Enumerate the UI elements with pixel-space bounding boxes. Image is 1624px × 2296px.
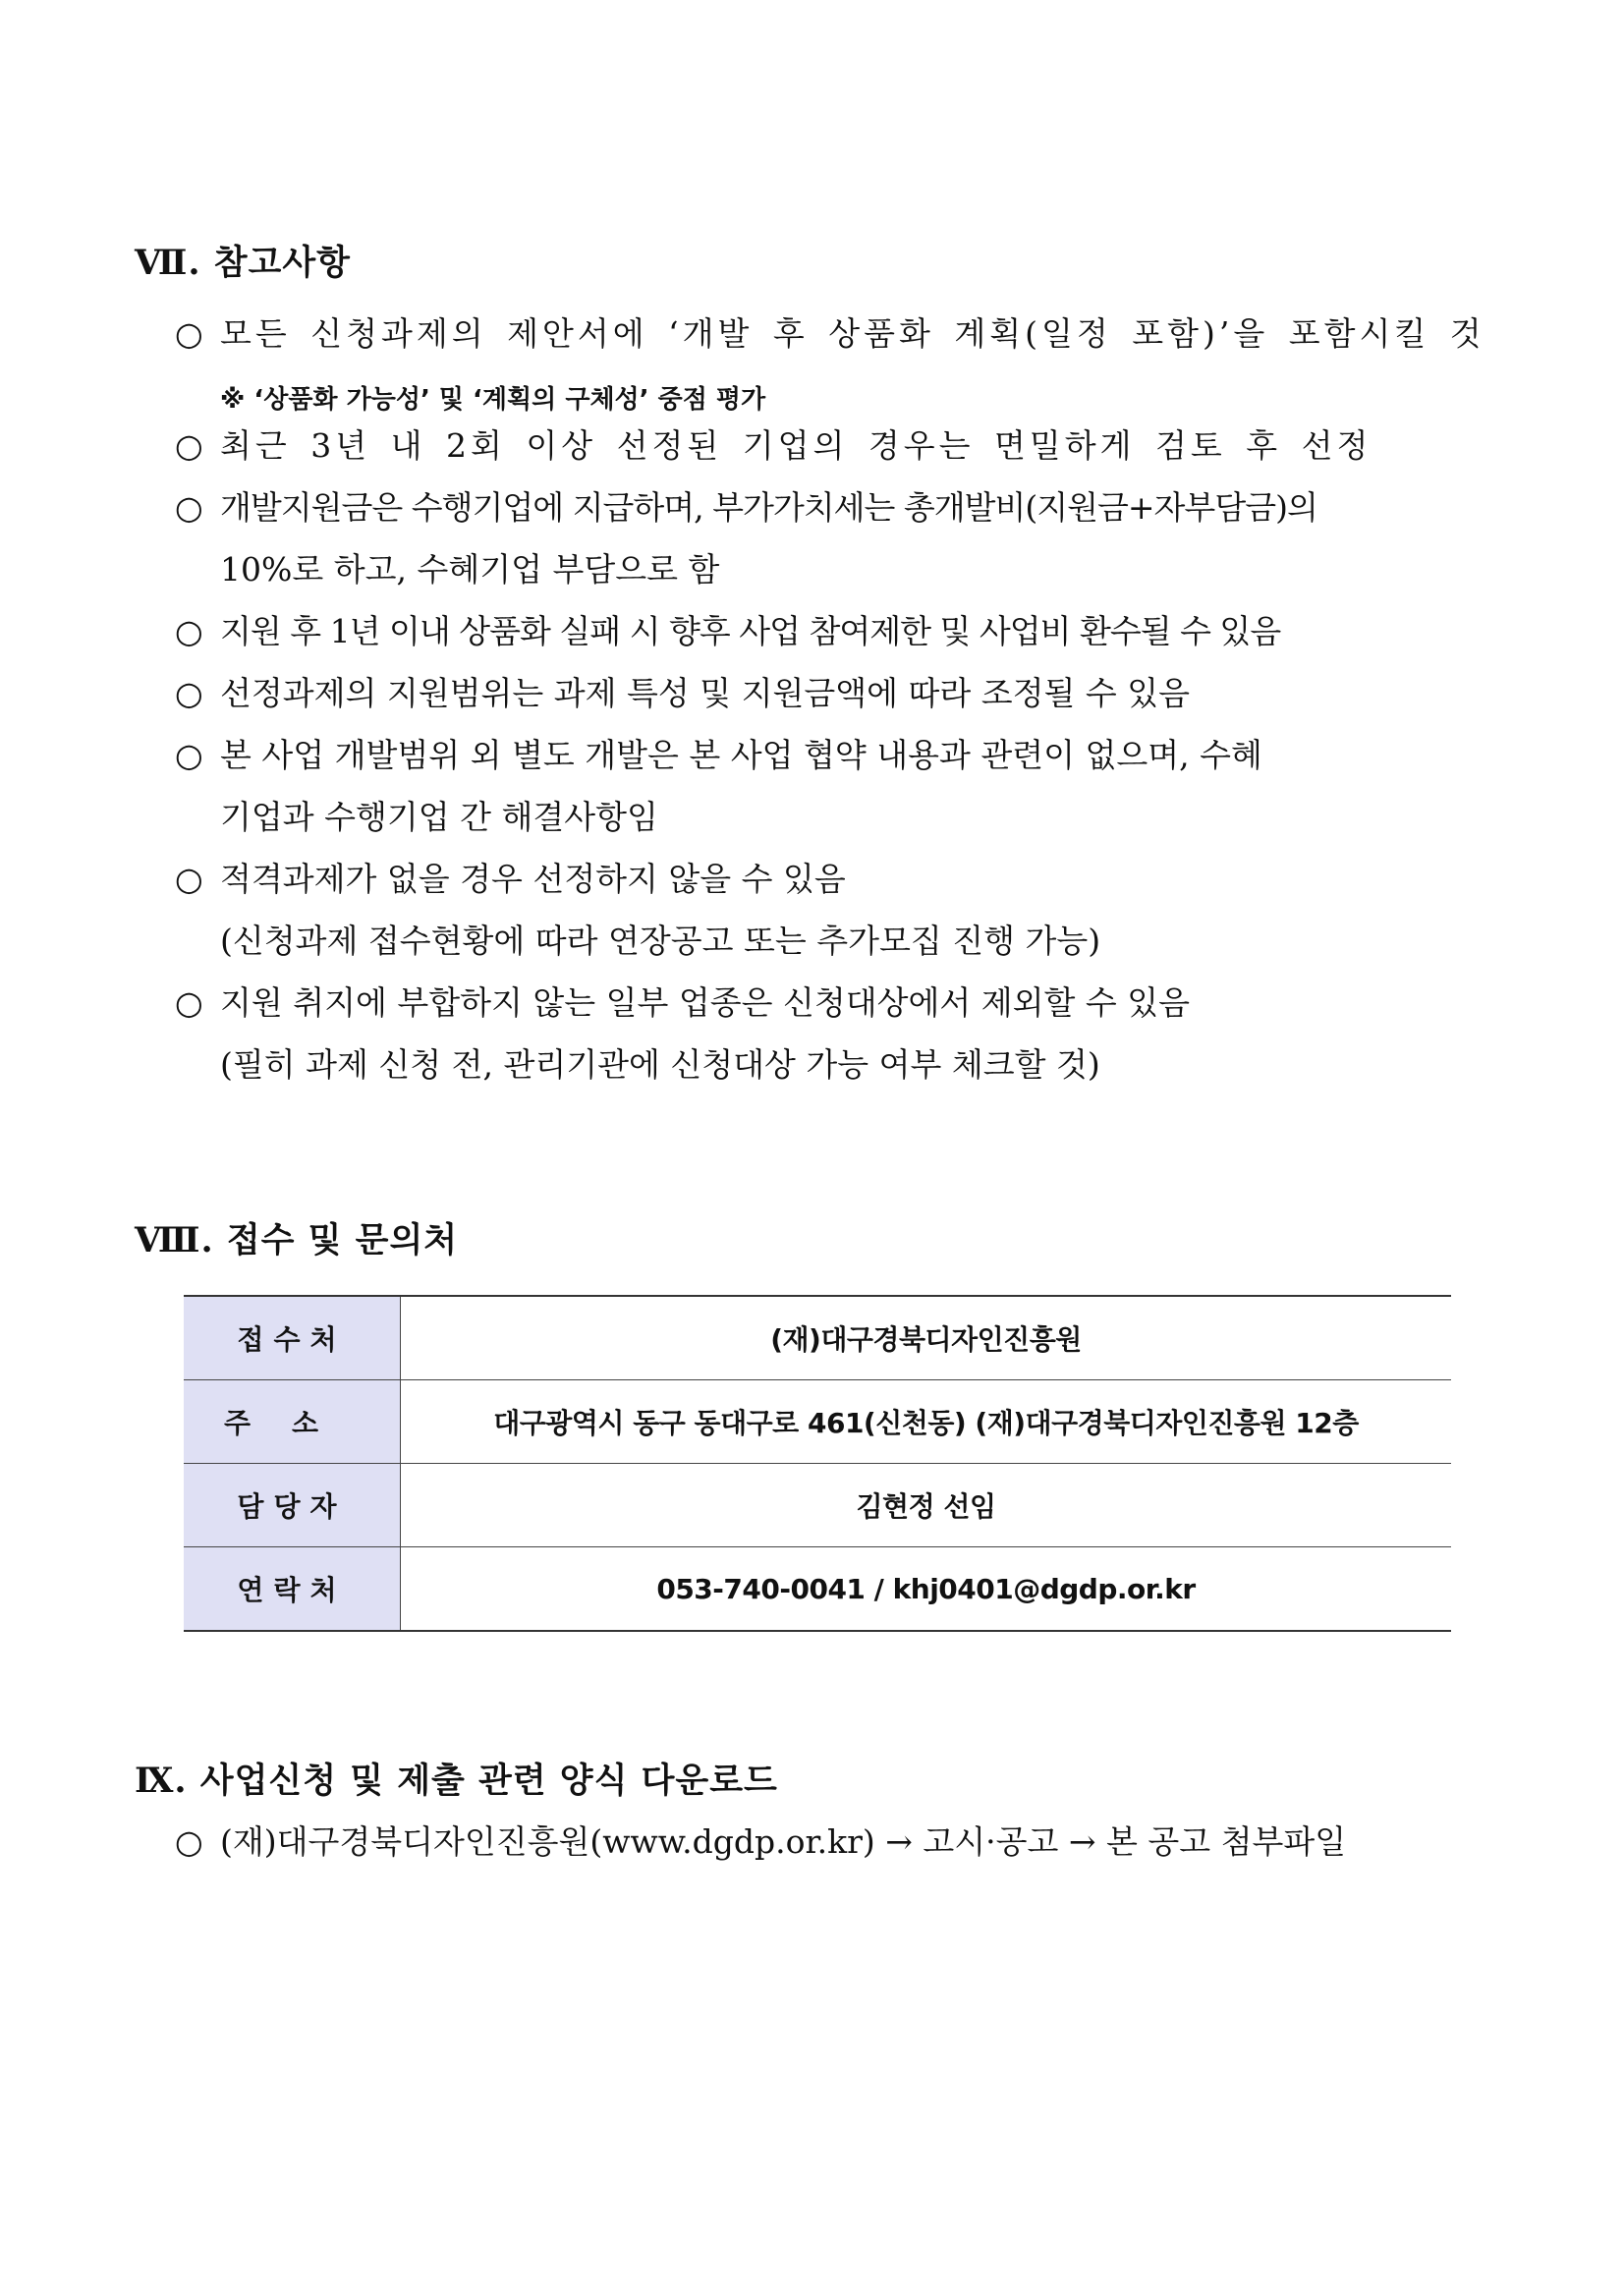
section-8-title: Ⅷ. 접수 및 문의처 (135, 1220, 459, 1260)
contact-value: 대구광역시 동구 동대구로 461(신천동) (재)대구경북디자인진흥원 12층 (401, 1380, 1452, 1464)
reference-item-3-continued: 10%로 하고, 수혜기업 부담으로 함 (220, 550, 720, 588)
bullet-circle: ○ (175, 1822, 203, 1861)
reference-item-text: 선정과제의 지원범위는 과제 특성 및 지원금액에 따라 조정될 수 있음 (220, 674, 1190, 712)
reference-item-text: 지원 취지에 부합하지 않는 일부 업종은 신청대상에서 제외할 수 있음 (220, 983, 1190, 1022)
reference-item-text: 적격과제가 없을 경우 선정하지 않을 수 있음 (220, 860, 846, 898)
contact-value: 053-740-0041 / khj0401@dgdp.or.kr (401, 1547, 1452, 1632)
reference-item-text: 지원 후 1년 이내 상품화 실패 시 향후 사업 참여제한 및 사업비 환수될 수 있음 (220, 612, 1281, 650)
table-row (184, 1296, 1451, 1380)
bullet-circle: ○ (175, 314, 207, 353)
contact-value: 김현정 선임 (401, 1464, 1452, 1547)
bullet-circle: ○ (175, 983, 203, 1022)
section-9-title: Ⅸ. 사업신청 및 제출 관련 양식 다운로드 (135, 1761, 778, 1801)
contact-label: 주소 (184, 1380, 401, 1464)
download-item-text: (재)대구경북디자인진흥원(www.dgdp.or.kr) → 고시·공고 → 본 공고 첨부파일 (220, 1822, 1347, 1861)
bullet-circle: ○ (175, 612, 202, 650)
bullet-circle: ○ (175, 736, 203, 774)
table-row (184, 1547, 1451, 1632)
reference-item-text: 최근 3년 내 2회 이상 선정된 기업의 경우는 면밀하게 검토 후 선정 (220, 426, 1372, 465)
reference-item-text: 모든 신청과제의 제안서에 ‘개발 후 상품화 계획(일정 포함)’을 포함시킬 것 (220, 314, 1485, 353)
contact-label: 담당자 (184, 1464, 401, 1547)
section-7-title: Ⅶ. 참고사항 (135, 243, 351, 283)
reference-item-6-continued: 기업과 수행기업 간 해결사항임 (220, 798, 658, 836)
contact-label: 연락처 (184, 1547, 401, 1632)
table-row (184, 1380, 1451, 1464)
bullet-circle: ○ (175, 860, 203, 898)
reference-item-text: 개발지원금은 수행기업에 지급하며, 부가가치세는 총개발비(지원금+자부담금)의 (220, 488, 1317, 527)
reference-note: ※ ‘상품화 가능성’ 및 ‘계획의 구체성’ 중점 평가 (220, 385, 766, 415)
contact-label: 접수처 (184, 1296, 401, 1380)
reference-item-text: 본 사업 개발범위 외 별도 개발은 본 사업 협약 내용과 관련이 없으며, 수혜 (220, 736, 1262, 774)
reference-item-8-continued: (필히 과제 신청 전, 관리기관에 신청대상 가능 여부 체크할 것) (220, 1045, 1100, 1084)
table-row (184, 1464, 1451, 1547)
reference-item-7-continued: (신청과제 접수현황에 따라 연장공고 또는 추가모집 진행 가능) (220, 922, 1101, 960)
bullet-circle: ○ (175, 674, 203, 712)
contact-table (184, 1295, 1451, 1632)
bullet-circle: ○ (175, 426, 207, 465)
bullet-circle: ○ (175, 488, 202, 527)
contact-value: (재)대구경북디자인진흥원 (401, 1296, 1452, 1380)
